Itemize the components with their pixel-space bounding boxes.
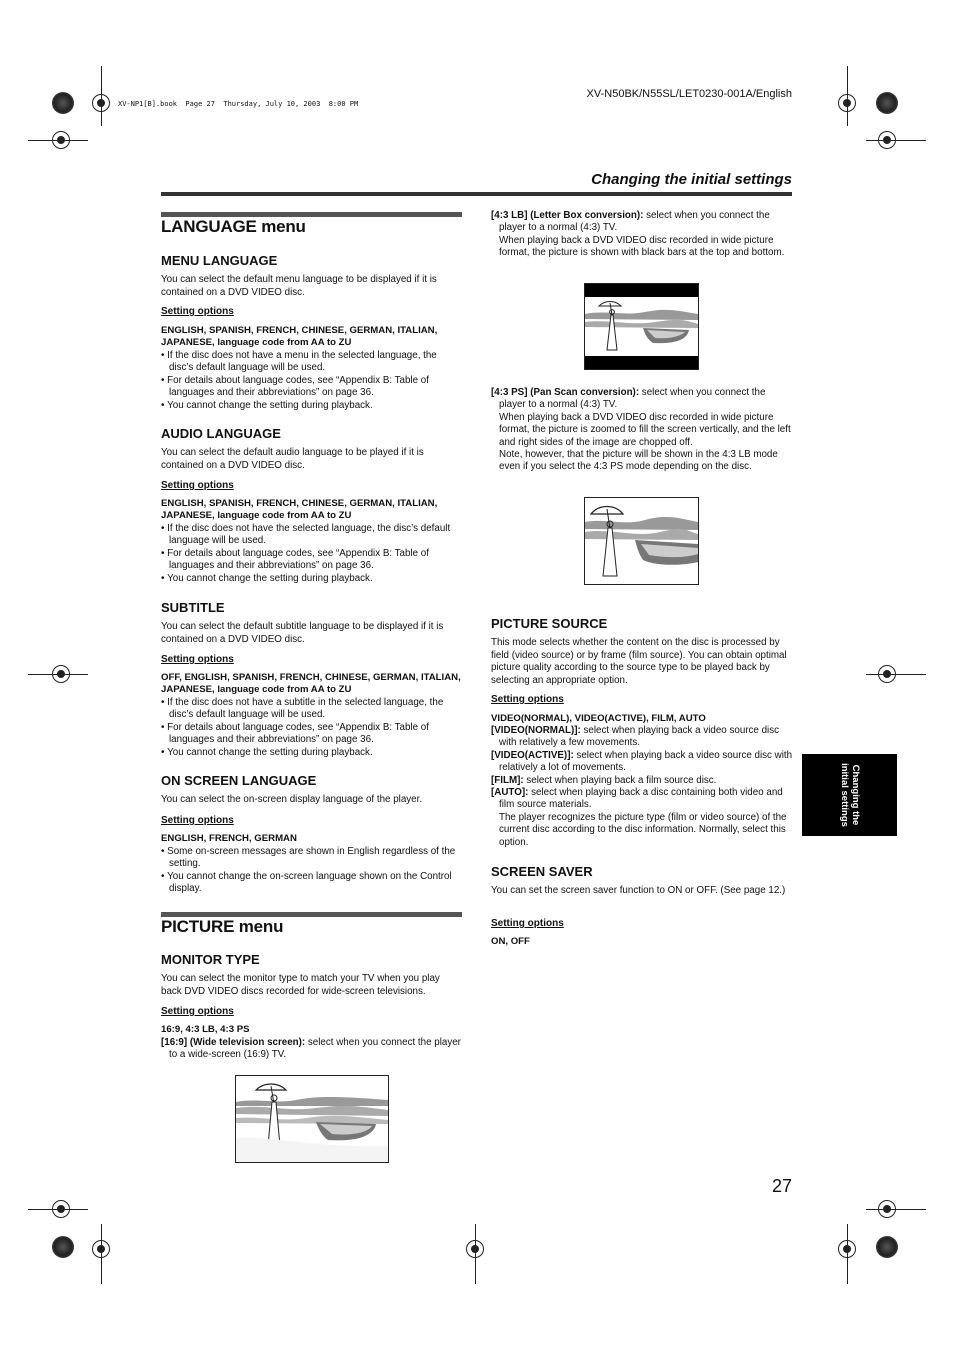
chapter-title: Changing the initial settings	[591, 171, 792, 188]
crop-mark	[28, 140, 88, 141]
crop-mark	[866, 1209, 926, 1210]
screen-saver-description: You can set the screen saver function to ON or OFF. (See page 12.)	[491, 885, 786, 896]
letterbox-definition	[491, 210, 791, 260]
language-menu-title: LANGUAGE menu	[161, 217, 306, 236]
note-item: • You cannot change the setting during playback.	[161, 400, 461, 412]
menu-language-notes	[161, 350, 461, 412]
option-term: [4:3 PS] (Pan Scan conversion):	[491, 387, 640, 398]
setting-options-label: Setting options	[161, 306, 234, 317]
registration-disc-icon	[876, 92, 898, 114]
monitor-type-description: You can select the monitor type to match your TV when you play back DVD VIDEO discs recorded for wide-screen televisions.	[161, 973, 440, 997]
note-item: • You cannot change the on-screen language shown on the Control display.	[161, 871, 461, 896]
registration-disc-icon	[876, 1236, 898, 1258]
option-term: [AUTO]:	[491, 787, 529, 799]
monitor-type-options: 16:9, 4:3 LB, 4:3 PS	[161, 1024, 250, 1035]
option-text: select when playing back a video source disc with relatively a lot of movements.	[499, 749, 793, 774]
option-text: select when you connect the player to a normal (4:3) TV.	[499, 387, 766, 411]
page-number: 27	[771, 1176, 792, 1196]
note-item: • If the disc does not have a subtitle in the selected language, the disc’s default language will be used.	[161, 697, 461, 722]
option-term: [4:3 LB] (Letter Box conversion):	[491, 210, 644, 221]
chapter-side-tab	[802, 754, 897, 836]
note-item: • For details about language codes, see “Appendix B: Table of languages and their abbreviations” on page 36.	[161, 548, 461, 573]
on-screen-language-heading: ON SCREEN LANGUAGE	[161, 773, 317, 788]
monitor-16-9-definition	[161, 1037, 461, 1062]
subtitle-options: OFF, ENGLISH, SPANISH, FRENCH, CHINESE, GERMAN, ITALIAN, JAPANESE, language code from AA to ZU	[161, 672, 461, 696]
setting-options-label: Setting options	[161, 480, 234, 491]
note-item: • If the disc does not have the selected language, the disc’s default language will be used.	[161, 523, 461, 548]
note-item: • You cannot change the setting during playback.	[161, 747, 461, 759]
crop-mark	[101, 66, 102, 126]
menu-language-options: ENGLISH, SPANISH, FRENCH, CHINESE, GERMAN, ITALIAN, JAPANESE, language code from AA to ZU	[161, 325, 438, 349]
screen-saver-heading: SCREEN SAVER	[491, 864, 593, 879]
on-screen-language-notes	[161, 846, 461, 896]
note-item: • Some on-screen messages are shown in English regardless of the setting.	[161, 846, 461, 871]
option-text: select when playing back a video source disc with relatively a few movements.	[499, 725, 780, 749]
option-text: select when you connect the player to a normal (4:3) TV.	[499, 210, 770, 234]
audio-language-description: You can select the default audio language to be played if it is contained on a DVD VIDEO disc.	[161, 447, 424, 471]
screen-saver-options: ON, OFF	[491, 936, 530, 947]
side-tab-label: Changing the initial settings	[838, 763, 861, 827]
picture-source-options: VIDEO(NORMAL), VIDEO(ACTIVE), FILM, AUTO	[491, 713, 706, 724]
option-text: select when playing back a disc containing both video and film source materials.	[499, 787, 783, 811]
letterbox-illustration	[584, 283, 699, 370]
print-info: XV-NP1[B].book Page 27 Thursday, July 10, 2003 8:00 PM	[118, 100, 359, 108]
menu-language-description: You can select the default menu language to be displayed if it is contained on a DVD VIDEO disc.	[161, 274, 437, 298]
option-more: When playing back a DVD VIDEO disc recorded in wide picture format, the picture is zoomed to fill the screen vertically, and the left and right sides of the image are chopped off.	[499, 411, 791, 448]
panscan-definition	[491, 387, 791, 474]
registration-disc-icon	[52, 1236, 74, 1258]
wide-screen-illustration	[235, 1075, 389, 1163]
option-term: [FILM]:	[491, 774, 524, 786]
header-rule	[161, 192, 792, 196]
subtitle-description: You can select the default subtitle language to be displayed if it is contained on a DVD VIDEO disc.	[161, 621, 444, 645]
note-item: • You cannot change the setting during playback.	[161, 573, 461, 585]
crop-mark	[101, 1224, 102, 1284]
note-item: • For details about language codes, see “Appendix B: Table of languages and their abbreviations” on page 36.	[161, 375, 461, 400]
audio-language-options: ENGLISH, SPANISH, FRENCH, CHINESE, GERMAN, ITALIAN, JAPANESE, language code from AA to ZU	[161, 498, 438, 522]
picture-source-heading: PICTURE SOURCE	[491, 616, 608, 631]
crop-mark	[28, 1209, 88, 1210]
monitor-type-heading: MONITOR TYPE	[161, 952, 260, 967]
option-term: [VIDEO(ACTIVE)]:	[491, 749, 574, 761]
registration-disc-icon	[52, 92, 74, 114]
option-more: The player recognizes the picture type (film or video source) of the current disc according to the disc information. Normally, select this option.	[499, 811, 787, 848]
note-item: • For details about language codes, see “Appendix B: Table of languages and their abbreviations” on page 36.	[161, 722, 461, 747]
crop-mark	[847, 66, 848, 126]
option-term: [16:9] (Wide television screen):	[161, 1037, 306, 1048]
option-text: select when you connect the player to a wide-screen (16:9) TV.	[169, 1037, 461, 1061]
crop-mark	[866, 140, 926, 141]
on-screen-language-options: ENGLISH, FRENCH, GERMAN	[161, 833, 297, 844]
option-more: When playing back a DVD VIDEO disc recorded in wide picture format, the picture is shown with black bars at the top and bottom.	[499, 234, 785, 259]
menu-language-heading: MENU LANGUAGE	[161, 253, 278, 268]
model-code: XV-N50BK/N55SL/LET0230-001A/English	[586, 88, 792, 100]
panscan-illustration	[584, 497, 699, 585]
setting-options-label: Setting options	[161, 1006, 234, 1017]
setting-options-label: Setting options	[161, 815, 234, 826]
setting-options-label: Setting options	[161, 654, 234, 665]
setting-options-label: Setting options	[491, 918, 564, 929]
note-item: • If the disc does not have a menu in the selected language, the disc’s default language will be used.	[161, 350, 461, 375]
subtitle-heading: SUBTITLE	[161, 600, 225, 615]
picture-source-definitions	[491, 725, 793, 849]
crop-mark	[847, 1224, 848, 1284]
option-term: [VIDEO(NORMAL)]:	[491, 725, 581, 736]
audio-language-notes	[161, 523, 461, 585]
audio-language-heading: AUDIO LANGUAGE	[161, 426, 281, 441]
on-screen-language-description: You can select the on-screen display language of the player.	[161, 794, 423, 805]
crop-mark	[475, 1224, 476, 1284]
setting-options-label: Setting options	[491, 694, 564, 705]
crop-mark	[28, 674, 88, 675]
crop-mark	[866, 674, 926, 675]
picture-source-description: This mode selects whether the content on the disc is processed by field (video source) or by frame (film source). You can obtain optimal picture quality according to the source type to be played back by selecting an appropriate option.	[491, 637, 787, 686]
subtitle-notes	[161, 697, 461, 759]
option-note: Note, however, that the picture will be shown in the 4:3 LB mode even if you select the 4:3 PS mode depending on the disc.	[499, 449, 778, 473]
picture-menu-title: PICTURE menu	[161, 917, 284, 936]
option-text: select when playing back a film source disc.	[523, 774, 717, 786]
